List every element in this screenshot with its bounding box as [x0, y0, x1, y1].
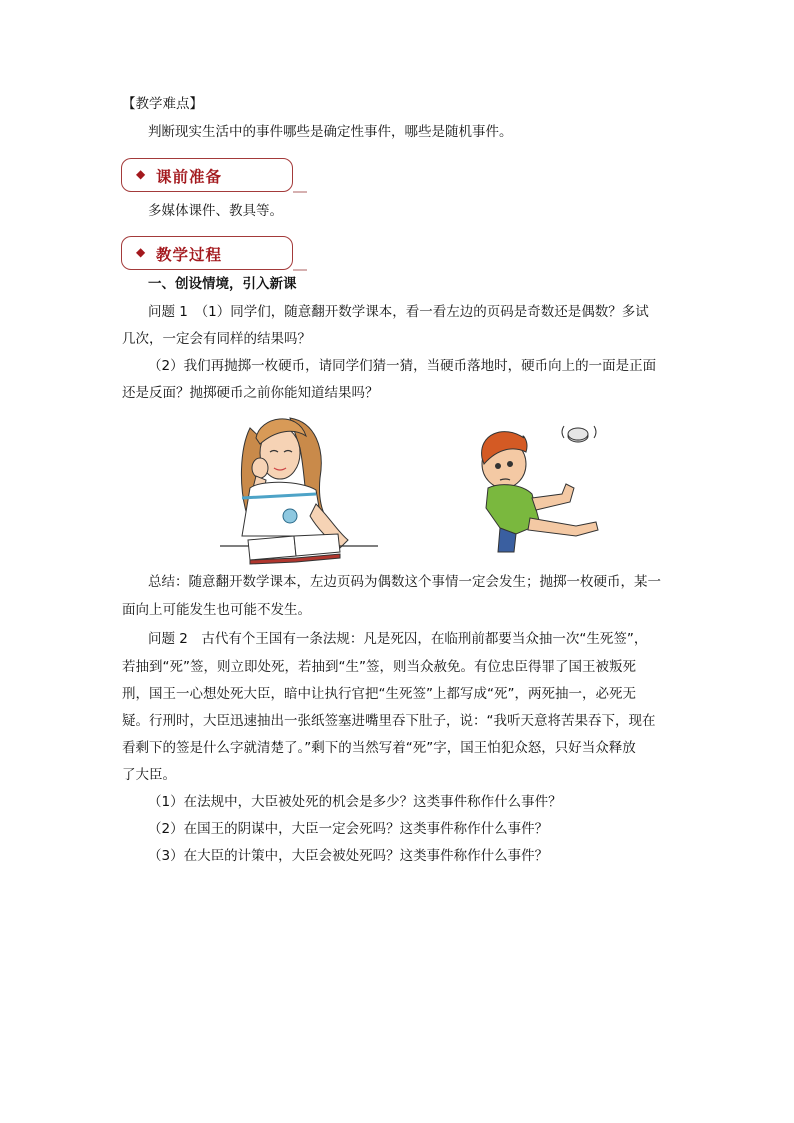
sub-question-2: （2）在国王的阴谋中，大臣一定会死吗？这类事件称作什么事件？ [148, 821, 549, 837]
process-heading-box [121, 236, 293, 270]
question2-line6: 了大臣。 [122, 767, 176, 783]
prep-heading-box [121, 158, 293, 192]
diamond-bullet-icon: ◆ [136, 245, 146, 259]
diamond-bullet-icon: ◆ [136, 167, 146, 181]
question1-line1: 问题 1 （1）同学们，随意翻开数学课本，看一看左边的页码是奇数还是偶数？多试 [148, 304, 649, 320]
sub-question-1: （1）在法规中，大臣被处死的机会是多少？这类事件称作什么事件？ [148, 794, 562, 810]
process-heading: 教学过程 [156, 246, 223, 264]
girl-reading-illustration [220, 408, 380, 566]
boy-flipping-coin-illustration [470, 418, 610, 556]
question1-part2-line2: 还是反面？抛掷硬币之前你能知道结果吗？ [122, 385, 379, 401]
sub-question-3: （3）在大臣的计策中，大臣会被处死吗？这类事件称作什么事件？ [148, 848, 549, 864]
prep-heading: 课前准备 [156, 168, 223, 186]
difficulty-text: 判断现实生活中的事件哪些是确定性事件，哪些是随机事件。 [148, 124, 513, 140]
question2-line5: 看剩下的签是什么字就清楚了。”剩下的当然写着“死”字，国王怕犯众怒，只好当众释放 [122, 740, 636, 756]
section-subheading: 一、创设情境，引入新课 [148, 276, 297, 292]
question2-line1: 问题 2 古代有个王国有一条法规：凡是死囚，在临刑前都要当众抽一次“生死签”， [148, 631, 648, 647]
prep-text: 多媒体课件、教具等。 [148, 203, 283, 219]
question1-part2-line1: （2）我们再抛掷一枚硬币，请同学们猜一猜，当硬币落地时，硬币向上的一面是正面 [148, 358, 657, 374]
question1-line2: 几次，一定会有同样的结果吗？ [122, 331, 311, 347]
question2-line4: 疑。行刑时，大臣迅速抽出一张纸签塞进嘴里吞下肚子，说：“我听天意将苦果吞下，现在 [122, 713, 656, 729]
heading-tail-line [293, 269, 307, 271]
question2-line2: 若抽到“死”签，则立即处死，若抽到“生”签，则当众赦免。有位忠臣得罪了国王被叛死 [122, 659, 636, 675]
heading-tail-line [293, 191, 307, 193]
summary-line2: 面向上可能发生也可能不发生。 [122, 602, 311, 618]
summary-line1: 总结：随意翻开数学课本，左边页码为偶数这个事情一定会发生；抛掷一枚硬币，某一 [148, 574, 661, 590]
question2-line3: 刑，国王一心想处死大臣，暗中让执行官把“生死签”上都写成“死”，两死抽一，必死无 [122, 686, 636, 702]
difficulty-label: 【教学难点】 [122, 96, 203, 112]
